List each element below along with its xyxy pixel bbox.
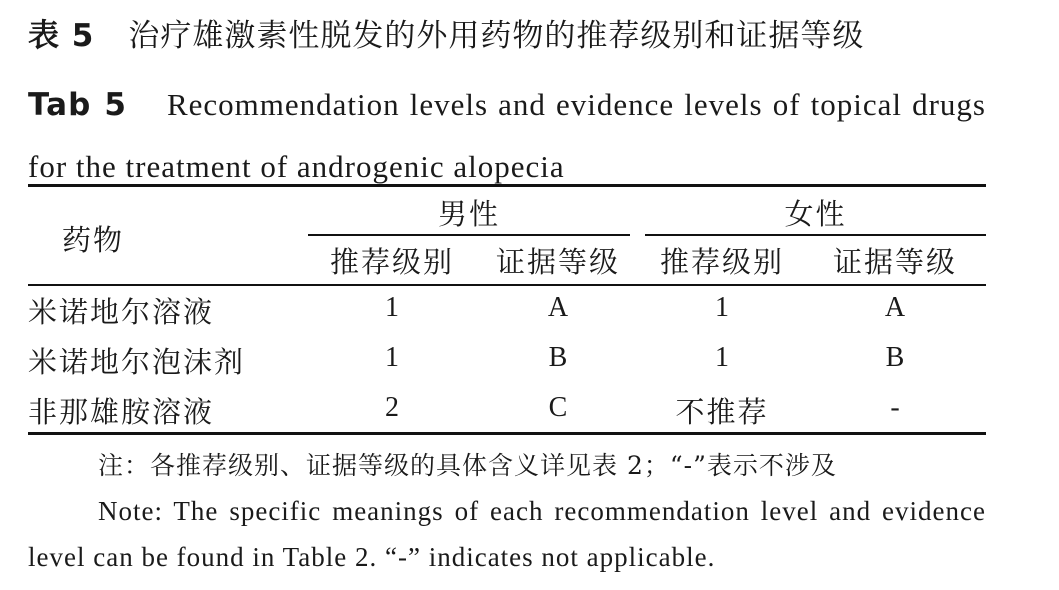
header-male: 男性 (437, 197, 500, 231)
header-male-recommendation: 推荐级别 (329, 245, 454, 279)
row-drug: 米诺地尔溶液 (28, 295, 215, 329)
header-female-evidence: 证据等级 (832, 245, 957, 279)
row-female-evidence: A (884, 292, 906, 323)
row-male-evidence: B (548, 342, 568, 373)
female-group-rule (645, 234, 986, 236)
row-drug: 米诺地尔泡沫剂 (28, 345, 246, 379)
row-male-recommendation: 2 (385, 392, 399, 423)
table-top-rule (28, 184, 986, 187)
row-male-evidence: A (547, 292, 569, 323)
header-male-evidence: 证据等级 (495, 245, 620, 279)
row-female-recommendation: 1 (715, 292, 729, 323)
row-male-recommendation: 1 (385, 342, 399, 373)
row-female-recommendation: 1 (715, 342, 729, 373)
header-female: 女性 (784, 197, 847, 231)
table-caption-en (28, 74, 986, 198)
male-group-rule (308, 234, 630, 236)
table-note-en: Note: The specific meanings of each recommendation level and evidence level can be found in Table 2. “-” indicates not applicable. (28, 496, 986, 572)
table-note-zh: 注：各推荐级别、证据等级的具体含义详见表 2；“-”表示不涉及 (98, 451, 837, 480)
table-caption-zh (28, 10, 864, 55)
row-male-recommendation: 1 (385, 292, 399, 323)
table-bottom-rule (28, 432, 986, 435)
table-title-en: Recommendation levels and evidence levels of topical drugs for the treatment of androgenic alopecia (28, 87, 986, 184)
row-male-evidence: C (548, 392, 568, 423)
table-header-rule (28, 284, 986, 286)
row-female-evidence: B (885, 342, 905, 373)
row-female-recommendation: 不推荐 (675, 395, 769, 429)
table-number-zh: 表 5 (28, 18, 95, 54)
row-drug: 非那雄胺溶液 (28, 395, 215, 429)
row-female-evidence: - (890, 392, 900, 423)
header-female-recommendation: 推荐级别 (659, 245, 784, 279)
table-title-zh: 治疗雄激素性脱发的外用药物的推荐级别和证据等级 (128, 18, 865, 54)
header-drug: 药物 (62, 223, 125, 257)
table-number-en: Tab 5 (28, 87, 127, 123)
